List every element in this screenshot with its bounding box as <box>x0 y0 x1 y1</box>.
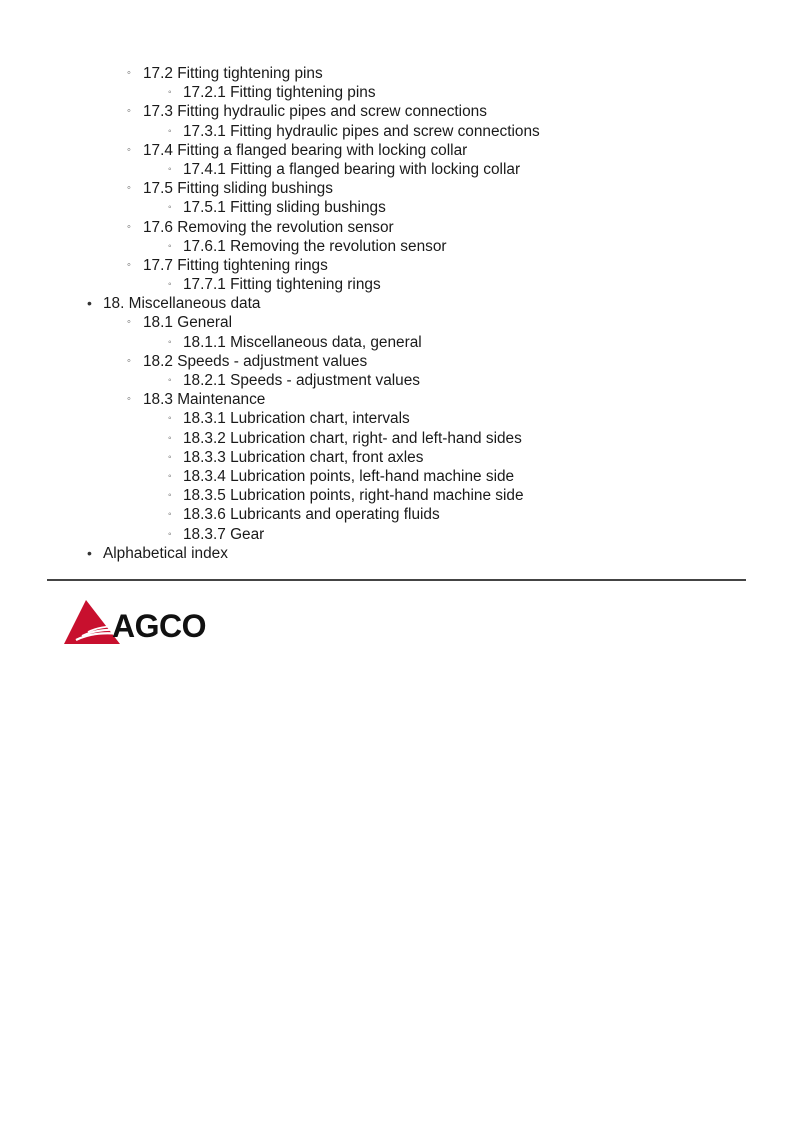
bullet-circle-icon: ◦ <box>127 316 131 329</box>
toc-link[interactable]: 17.3 Fitting hydraulic pipes and screw connections <box>143 103 487 121</box>
toc-item <box>0 313 794 332</box>
toc-link[interactable]: 17.5 Fitting sliding bushings <box>143 180 333 198</box>
bullet-dot-icon: • <box>87 544 92 561</box>
toc-item <box>0 237 794 256</box>
toc-link[interactable]: 18.1 General <box>143 314 232 332</box>
toc-item <box>0 371 794 390</box>
toc-item <box>0 429 794 448</box>
toc-item <box>0 505 794 524</box>
toc-link[interactable]: 17.6.1 Removing the revolution sensor <box>183 237 447 255</box>
toc-item <box>0 102 794 121</box>
toc-link[interactable]: 17.7 Fitting tightening rings <box>143 256 328 274</box>
table-of-contents <box>0 64 794 563</box>
toc-link[interactable]: 17.2.1 Fitting tightening pins <box>183 84 376 102</box>
toc-item <box>0 486 794 505</box>
toc-item <box>0 122 794 141</box>
bullet-circle-icon: ◦ <box>127 182 131 195</box>
bullet-circle-icon: ◦ <box>127 354 131 367</box>
bullet-circle-icon: ◦ <box>168 336 172 348</box>
toc-link[interactable]: Alphabetical index <box>103 544 228 562</box>
bullet-circle-icon: ◦ <box>127 220 131 233</box>
agco-logo-text: AGCO <box>112 608 206 644</box>
toc-item <box>0 409 794 428</box>
toc-link[interactable]: 17.5.1 Fitting sliding bushings <box>183 199 386 217</box>
toc-item <box>0 352 794 371</box>
bullet-circle-icon: ◦ <box>168 279 172 291</box>
toc-item <box>0 294 794 313</box>
toc-item <box>0 525 794 544</box>
bullet-circle-icon: ◦ <box>127 105 131 118</box>
toc-item <box>0 83 794 102</box>
toc-link[interactable]: 18.3.6 Lubricants and operating fluids <box>183 506 440 524</box>
toc-item <box>0 141 794 160</box>
toc-link[interactable]: 18.3.2 Lubrication chart, right- and left-hand sides <box>183 429 522 447</box>
bullet-circle-icon: ◦ <box>168 490 172 502</box>
bullet-circle-icon: ◦ <box>168 87 172 99</box>
bullet-circle-icon: ◦ <box>127 143 131 156</box>
toc-item <box>0 544 794 563</box>
toc-link[interactable]: 18.1.1 Miscellaneous data, general <box>183 333 422 351</box>
toc-link[interactable]: 18.3.1 Lubrication chart, intervals <box>183 410 410 428</box>
toc-link[interactable]: 17.7.1 Fitting tightening rings <box>183 276 381 294</box>
bullet-dot-icon: • <box>87 295 92 312</box>
bullet-circle-icon: ◦ <box>168 163 172 175</box>
toc-item <box>0 448 794 467</box>
toc-link[interactable]: 18.3.5 Lubrication points, right-hand machine side <box>183 487 524 505</box>
divider <box>47 579 746 581</box>
toc-link[interactable]: 17.3.1 Fitting hydraulic pipes and screw connections <box>183 122 540 140</box>
toc-item <box>0 179 794 198</box>
toc-link[interactable]: 18. Miscellaneous data <box>103 295 261 313</box>
toc-item <box>0 218 794 237</box>
bullet-circle-icon: ◦ <box>168 375 172 386</box>
bullet-circle-icon: ◦ <box>168 432 172 444</box>
toc-item <box>0 160 794 179</box>
toc-link[interactable]: 18.3.4 Lubrication points, left-hand machine side <box>183 467 515 485</box>
toc-link[interactable]: 18.3.7 Gear <box>183 525 265 543</box>
bullet-circle-icon: ◦ <box>168 509 172 521</box>
toc-link[interactable]: 18.2 Speeds - adjustment values <box>143 352 368 370</box>
toc-link[interactable]: 17.4 Fitting a flanged bearing with locking collar <box>143 141 468 159</box>
toc-item <box>0 333 794 352</box>
toc-link[interactable]: 17.6 Removing the revolution sensor <box>143 218 394 236</box>
bullet-circle-icon: ◦ <box>168 451 172 463</box>
bullet-circle-icon: ◦ <box>168 240 172 252</box>
toc-item <box>0 390 794 409</box>
bullet-circle-icon: ◦ <box>168 413 172 425</box>
toc-item <box>0 275 794 294</box>
toc-link[interactable]: 18.3.3 Lubrication chart, front axles <box>183 448 424 466</box>
bullet-circle-icon: ◦ <box>127 258 131 271</box>
toc-link[interactable]: 17.4.1 Fitting a flanged bearing with locking collar <box>183 160 521 178</box>
bullet-circle-icon: ◦ <box>168 528 172 540</box>
toc-item <box>0 64 794 83</box>
toc-item <box>0 198 794 217</box>
toc-item <box>0 256 794 275</box>
bullet-circle-icon: ◦ <box>168 470 172 482</box>
toc-link[interactable]: 17.2 Fitting tightening pins <box>143 65 323 82</box>
bullet-circle-icon: ◦ <box>168 125 172 137</box>
toc-item <box>0 467 794 486</box>
bullet-circle-icon: ◦ <box>168 202 172 214</box>
toc-link[interactable]: 18.2.1 Speeds - adjustment values <box>183 372 420 389</box>
bullet-circle-icon: ◦ <box>127 67 131 79</box>
bullet-circle-icon: ◦ <box>127 393 131 406</box>
toc-link[interactable]: 18.3 Maintenance <box>143 391 266 409</box>
